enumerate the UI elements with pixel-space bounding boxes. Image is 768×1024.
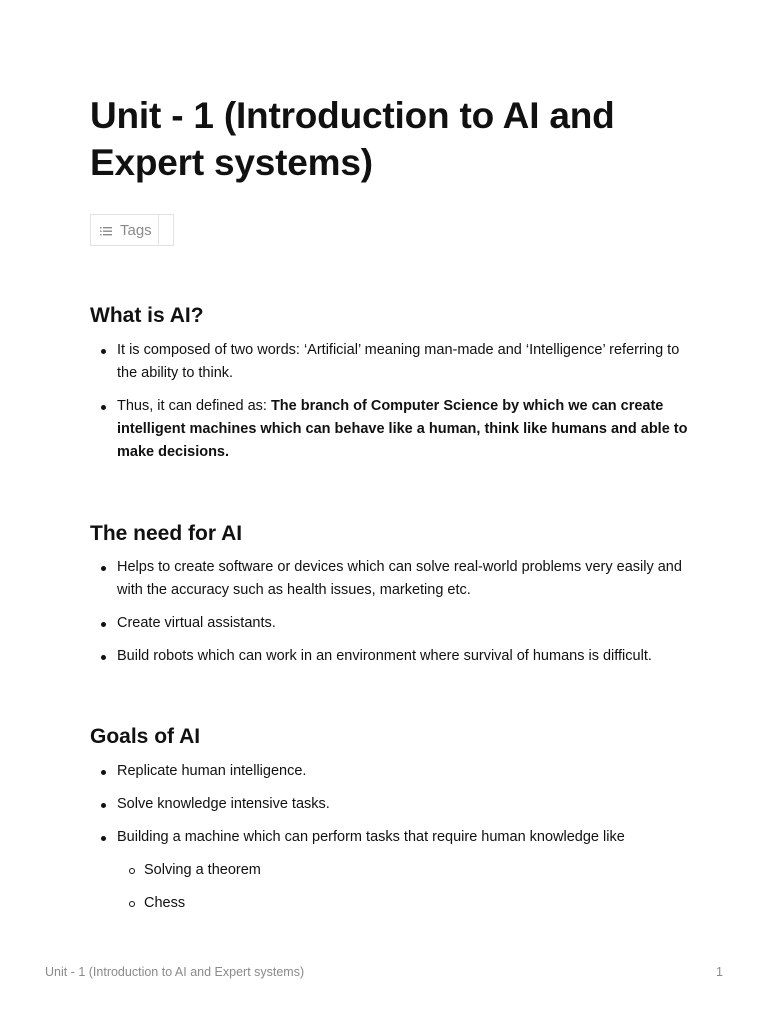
list-item-text: Helps to create software or devices which can solve real-world problems very easily and with the accuracy such as health issues, marketing etc. [117, 559, 682, 598]
list-item-text: Build robots which can work in an environment where survival of humans is difficult. [117, 648, 652, 664]
list-item-text: Replicate human intelligence. [117, 763, 307, 779]
list-item [90, 395, 690, 464]
list-item [90, 556, 690, 602]
sub-list-item [117, 892, 690, 915]
list-item [90, 793, 690, 816]
list-item [90, 826, 690, 915]
list-item-text: Thus, it can defined as: [117, 398, 271, 414]
tags-value[interactable] [159, 215, 173, 245]
section-heading-what-is-ai: What is AI? [90, 304, 204, 327]
goals-of-ai-list [90, 760, 690, 925]
tags-property[interactable] [90, 214, 174, 246]
list-item-text: Building a machine which can perform tasks that require human knowledge like [117, 829, 625, 845]
list-item [90, 760, 690, 783]
tags-property-label[interactable] [91, 215, 159, 245]
list-item-text: Create virtual assistants. [117, 615, 276, 631]
what-is-ai-list [90, 339, 690, 474]
footer-page-number: 1 [716, 965, 723, 979]
list-item-text: It is composed of two words: ‘Artificial’ meaning man-made and ‘Intelligence’ referring to the ability to think. [117, 342, 680, 381]
definition-bold-text: The branch of Computer Science by which we can create intelligent machines which can behave like a human, think like humans and able to make decisions. [117, 398, 688, 460]
page-title: Unit - 1 (Introduction to AI and Expert systems) [90, 95, 615, 183]
need-for-ai-list [90, 556, 690, 678]
list-item [90, 339, 690, 385]
sub-list-item-text: Solving a theorem [144, 862, 261, 878]
tags-label: Tags [120, 221, 152, 239]
list-icon [100, 224, 112, 236]
section-heading-goals-of-ai: Goals of AI [90, 725, 201, 748]
list-item-text: Solve knowledge intensive tasks. [117, 796, 330, 812]
goals-sub-list [117, 859, 690, 915]
section-heading-need-for-ai: The need for AI [90, 522, 243, 545]
sub-list-item-text: Chess [144, 895, 186, 911]
list-item [90, 612, 690, 635]
sub-list-item [117, 859, 690, 882]
list-item [90, 645, 690, 668]
footer-title: Unit - 1 (Introduction to AI and Expert systems) [45, 965, 305, 979]
